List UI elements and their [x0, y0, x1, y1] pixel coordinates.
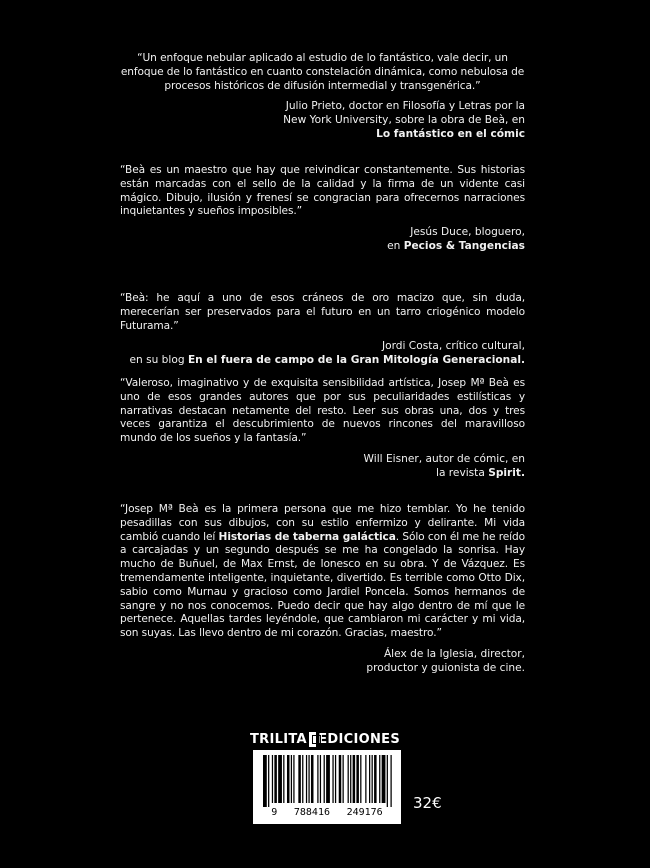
attribution-source: Pecios & Tangencias	[403, 239, 525, 252]
attribution-prefix: en su blog	[129, 354, 188, 367]
barcode-bar	[278, 755, 282, 803]
barcode-bar	[353, 755, 356, 803]
blurb-attribution	[120, 100, 525, 141]
barcode-bar	[287, 755, 290, 803]
isbn-barcode	[253, 750, 401, 824]
barcode-bar	[369, 755, 370, 803]
barcode-bar	[365, 755, 366, 803]
publisher-name-right: EDICIONES	[318, 731, 400, 747]
barcode-bar	[382, 755, 386, 803]
attribution-line: productor y guionista de cine.	[366, 661, 525, 674]
publisher-name-left: TRILITA	[250, 731, 307, 747]
barcode-bar	[387, 755, 388, 807]
blurb-2	[120, 164, 525, 254]
quote-text: . Sólo con él me he reído a carcajadas y un segundo después se me ha congelado la sonrisa. Hay mucho de Buñuel, de Max Ernst, de Ionesco en su obra. Y de Vázquez. Es tremendamente inteligente, inquietante, divertido. Es terrible como Otto Dix, sabio como Murnau y gracioso como Jardiel Poncela. Somos hermanos de sangre y no nos conocemos. Puedo decir que hay algo dentro de mí que le pertenece. Aquellas tardes leyéndole, que cambiaron mi carácter y mi vida, son suyas. Las llevo dentro de mi corazón. Gracias, maestro.”	[120, 530, 525, 640]
barcode-bar	[360, 755, 361, 803]
blurb-5	[120, 503, 525, 676]
attribution-source: En el fuera de campo de la Gran Mitología Generacional.	[187, 354, 525, 367]
barcode-bar	[272, 755, 273, 803]
barcode-bar	[326, 755, 330, 803]
attribution-prefix: en	[387, 239, 404, 252]
barcode-bar	[390, 755, 391, 807]
barcode-bar	[339, 755, 342, 803]
attribution-prefix: la revista	[436, 466, 489, 479]
barcode-bar	[379, 755, 380, 803]
blurb-quote: “Valeroso, imaginativo y de exquisita sensibilidad artística, Josep Mª Beà es uno de esos grandes autores que por sus peculiaridades estilísticas y narrativas destacan netamente del resto. Leer sus obras una, dos y tres veces garantiza el descubrimiento de nuevos rincones del maravilloso mundo de los sueños y la fantasía.”	[120, 377, 525, 445]
attribution-line: Jordi Costa, crítico cultural,	[382, 340, 525, 353]
attribution-line: Julio Prieto, doctor en Filosofía y Letras por la	[285, 100, 525, 113]
barcode-bar	[291, 755, 292, 803]
attribution-source: Spirit.	[488, 466, 525, 479]
blurb-1	[120, 52, 525, 142]
blurb-3	[120, 292, 525, 368]
barcode-bar	[348, 755, 349, 803]
barcode-bar	[298, 755, 301, 803]
blurb-quote: “Beà: he aquí a uno de esos cráneos de oro macizo que, sin duda, merecerían ser preservados para el futuro en un tarro criogénico modelo Futurama.”	[120, 292, 525, 332]
publisher-logo-icon	[309, 732, 316, 747]
isbn-number	[253, 806, 401, 820]
barcode-bar	[283, 755, 284, 803]
barcode-bar	[306, 755, 307, 803]
barcode-bar	[324, 755, 325, 803]
barcode-bar	[308, 755, 309, 803]
barcode-bar	[335, 755, 336, 803]
barcode-bar	[332, 755, 333, 803]
barcode-bar	[268, 755, 269, 807]
blurb-attribution	[120, 226, 525, 254]
blurb-quote: “Un enfoque nebular aplicado al estudio de lo fantástico, vale decir, un enfoque de lo fantástico en cuanto constelación dinámica, como nebulosa de procesos históricos de difusión intermedial y transgenérica.”	[120, 52, 525, 92]
barcode-bar	[356, 755, 359, 803]
attribution-line: Will Eisner, autor de cómic, en	[363, 452, 525, 465]
barcode-bar	[302, 755, 303, 803]
barcode-bars	[263, 755, 393, 807]
attribution-line: Álex de la Iglesia, director,	[383, 647, 525, 660]
publisher-logo	[250, 732, 400, 747]
barcode-bar	[374, 755, 377, 803]
attribution-source: Lo fantástico en el cómic	[376, 127, 525, 140]
price-label: 32€	[413, 794, 442, 812]
quote-title: Historias de taberna galáctica	[218, 530, 396, 543]
blurb-quote	[120, 503, 525, 641]
barcode-bar	[274, 755, 277, 803]
barcode-bar	[263, 755, 267, 807]
barcode-bar	[317, 755, 318, 803]
blurb-4	[120, 377, 525, 481]
isbn-digit-group: 249176	[346, 807, 383, 819]
barcode-bar	[293, 755, 294, 803]
barcode-bar	[311, 755, 314, 803]
attribution-line: New York University, sobre la obra de Beà, en	[283, 114, 525, 127]
blurb-attribution	[120, 340, 525, 368]
isbn-digit-group: 788416	[293, 807, 330, 819]
quote-text: “Josep Mª Beà es la primera persona que me hizo temblar. Yo he tenido pesadillas con sus dibujos, con su estilo enfermizo y delirante. Mi vida cambió cuando leí	[120, 503, 525, 543]
blurb-attribution	[120, 453, 525, 481]
blurb-attribution	[120, 648, 525, 676]
isbn-digit-group: 9	[271, 807, 278, 819]
barcode-bar	[372, 755, 373, 803]
barcode-bar	[320, 755, 321, 803]
attribution-line: Jesús Duce, bloguero,	[410, 226, 525, 239]
blurb-quote: “Beà es un maestro que hay que reivindicar constantemente. Sus historias están marcadas con el sello de la calidad y la firma de un vidente casi mágico. Dibujo, ilusión y frenesí se congracian para ofrecernos narraciones inquietantes y sueños imposibles.”	[120, 164, 525, 218]
barcode-bar	[350, 755, 351, 803]
barcode-bar	[343, 755, 344, 803]
